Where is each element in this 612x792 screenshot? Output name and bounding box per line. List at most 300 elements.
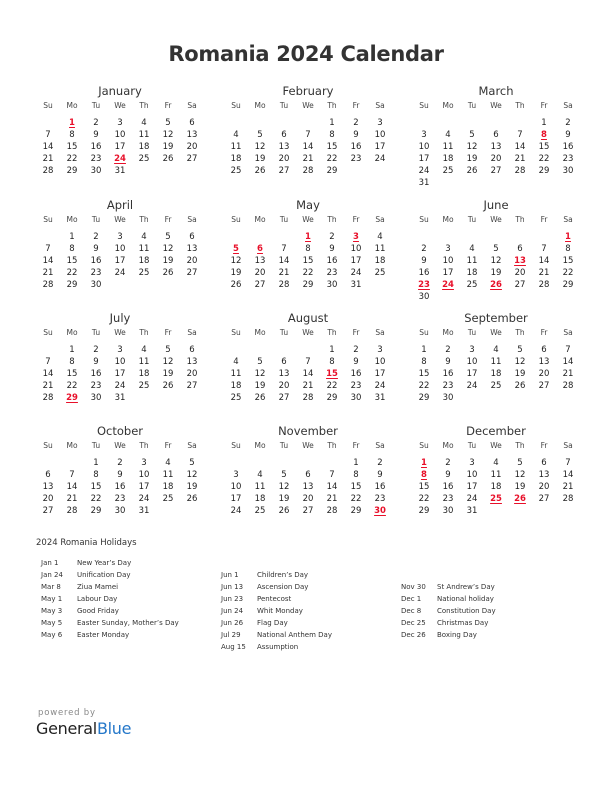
weekday-header: We bbox=[490, 101, 502, 110]
month-name: January bbox=[98, 84, 142, 98]
day: 25 bbox=[230, 393, 242, 403]
day: 11 bbox=[490, 357, 502, 367]
day: 18 bbox=[230, 381, 242, 391]
day: 1 bbox=[353, 458, 359, 468]
weekday-header: We bbox=[114, 101, 126, 110]
day: 1 bbox=[329, 118, 335, 128]
day: 4 bbox=[233, 357, 239, 367]
day: 14 bbox=[562, 357, 574, 367]
weekday-header: Tu bbox=[279, 441, 289, 450]
day: 2 bbox=[421, 244, 427, 254]
empty-day bbox=[508, 231, 532, 243]
day: 9 bbox=[377, 470, 383, 480]
day: 24 bbox=[138, 494, 150, 504]
day: 25 bbox=[442, 166, 454, 176]
empty-day bbox=[460, 117, 484, 129]
day: 14 bbox=[514, 142, 526, 152]
weekday-header: Su bbox=[231, 328, 241, 337]
day: 23 bbox=[442, 381, 454, 391]
day: 17 bbox=[418, 154, 430, 164]
weekday-header: We bbox=[490, 441, 502, 450]
weekday-header: Tu bbox=[467, 441, 477, 450]
empty-day bbox=[248, 344, 272, 356]
weekday-header: Su bbox=[231, 441, 241, 450]
empty-day bbox=[36, 117, 60, 129]
day: 21 bbox=[326, 494, 338, 504]
weekday-header: Su bbox=[43, 328, 53, 337]
weekday-header: Mo bbox=[442, 215, 454, 224]
weekday-header: Fr bbox=[540, 215, 548, 224]
brand-blue: Blue bbox=[96, 719, 132, 738]
day: 20 bbox=[538, 369, 550, 379]
day: 2 bbox=[117, 458, 123, 468]
day: 7 bbox=[305, 130, 311, 140]
holiday-name: Children’s Day bbox=[257, 571, 309, 579]
day: 20 bbox=[302, 494, 314, 504]
month-day-grid bbox=[224, 99, 392, 177]
day: 3 bbox=[469, 345, 475, 355]
month-name: November bbox=[278, 424, 338, 438]
holiday-name: New Year’s Day bbox=[77, 559, 132, 567]
day: 15 bbox=[418, 482, 430, 492]
day: 9 bbox=[93, 130, 99, 140]
day: 26 bbox=[514, 381, 526, 391]
weekday-header: Mo bbox=[254, 328, 266, 337]
holiday-date: Dec 25 bbox=[401, 619, 426, 627]
day: 3 bbox=[421, 130, 427, 140]
holiday-item bbox=[401, 593, 496, 605]
empty-day bbox=[224, 344, 248, 356]
weekday-header: Mo bbox=[254, 441, 266, 450]
weekday-header: Th bbox=[327, 215, 337, 224]
day: 14 bbox=[42, 142, 54, 152]
holiday-day: 1 bbox=[305, 232, 311, 242]
day: 16 bbox=[562, 142, 574, 152]
day: 17 bbox=[138, 482, 150, 492]
day: 7 bbox=[69, 470, 75, 480]
day: 26 bbox=[162, 268, 174, 278]
day: 5 bbox=[257, 130, 263, 140]
day: 27 bbox=[302, 506, 314, 516]
day: 11 bbox=[374, 244, 386, 254]
month-day-grid bbox=[412, 439, 580, 517]
day: 29 bbox=[418, 393, 430, 403]
day: 2 bbox=[353, 345, 359, 355]
day: 5 bbox=[517, 345, 523, 355]
day: 8 bbox=[329, 130, 335, 140]
day: 12 bbox=[514, 470, 526, 480]
day: 25 bbox=[162, 494, 174, 504]
day: 17 bbox=[442, 268, 454, 278]
weekday-header: Fr bbox=[352, 441, 360, 450]
day: 16 bbox=[350, 142, 362, 152]
holiday-day: 13 bbox=[514, 256, 526, 266]
weekday-header: Th bbox=[327, 328, 337, 337]
empty-day bbox=[484, 231, 508, 243]
day: 14 bbox=[66, 482, 78, 492]
day: 7 bbox=[565, 458, 571, 468]
weekday-header: Tu bbox=[91, 215, 101, 224]
day: 10 bbox=[418, 142, 430, 152]
day: 19 bbox=[162, 256, 174, 266]
day: 6 bbox=[541, 345, 547, 355]
day: 25 bbox=[490, 381, 502, 391]
weekday-header: Th bbox=[327, 441, 337, 450]
month-name: September bbox=[464, 311, 528, 325]
holiday-date: Jan 1 bbox=[41, 559, 59, 567]
day: 10 bbox=[138, 470, 150, 480]
day: 21 bbox=[42, 268, 54, 278]
empty-day bbox=[412, 117, 436, 129]
weekday-header: We bbox=[302, 441, 314, 450]
day: 13 bbox=[186, 357, 198, 367]
day: 8 bbox=[305, 244, 311, 254]
day: 20 bbox=[278, 154, 290, 164]
day: 24 bbox=[350, 268, 362, 278]
day: 22 bbox=[418, 494, 430, 504]
day: 15 bbox=[66, 256, 78, 266]
day: 8 bbox=[421, 357, 427, 367]
weekday-header: Mo bbox=[66, 215, 78, 224]
day: 28 bbox=[66, 506, 78, 516]
holiday-item bbox=[221, 569, 332, 581]
day: 18 bbox=[230, 154, 242, 164]
holiday-item bbox=[221, 581, 332, 593]
day: 22 bbox=[538, 154, 550, 164]
day: 2 bbox=[565, 118, 571, 128]
day: 4 bbox=[165, 458, 171, 468]
day: 13 bbox=[42, 482, 54, 492]
weekday-header: Sa bbox=[563, 328, 573, 337]
day: 24 bbox=[374, 154, 386, 164]
weekday-header: Tu bbox=[467, 215, 477, 224]
month-name: March bbox=[478, 84, 514, 98]
month-july bbox=[36, 310, 204, 404]
day: 30 bbox=[350, 393, 362, 403]
day: 21 bbox=[302, 381, 314, 391]
day: 22 bbox=[90, 494, 102, 504]
weekday-header: Mo bbox=[66, 441, 78, 450]
day: 16 bbox=[90, 369, 102, 379]
day: 17 bbox=[114, 256, 126, 266]
day: 28 bbox=[302, 393, 314, 403]
day: 11 bbox=[466, 256, 478, 266]
day: 7 bbox=[45, 130, 51, 140]
day: 1 bbox=[421, 345, 427, 355]
day: 4 bbox=[141, 345, 147, 355]
day: 17 bbox=[466, 482, 478, 492]
weekday-header: We bbox=[114, 328, 126, 337]
month-name: May bbox=[296, 198, 320, 212]
day: 23 bbox=[562, 154, 574, 164]
day: 22 bbox=[326, 154, 338, 164]
day: 30 bbox=[326, 280, 338, 290]
holiday-item bbox=[41, 617, 179, 629]
empty-day bbox=[248, 117, 272, 129]
day: 3 bbox=[445, 244, 451, 254]
day: 8 bbox=[565, 244, 571, 254]
month-june bbox=[412, 197, 580, 303]
day: 18 bbox=[138, 142, 150, 152]
day: 12 bbox=[254, 369, 266, 379]
day: 26 bbox=[466, 166, 478, 176]
holiday-day: 8 bbox=[421, 470, 427, 480]
day: 27 bbox=[278, 393, 290, 403]
weekday-header: Tu bbox=[91, 441, 101, 450]
day: 29 bbox=[418, 506, 430, 516]
empty-day bbox=[532, 231, 556, 243]
empty-day bbox=[272, 117, 296, 129]
day: 9 bbox=[445, 470, 451, 480]
day: 15 bbox=[350, 482, 362, 492]
day: 14 bbox=[562, 470, 574, 480]
weekday-header: Mo bbox=[442, 101, 454, 110]
holiday-name: Flag Day bbox=[257, 619, 288, 627]
day: 8 bbox=[69, 357, 75, 367]
weekday-header: Mo bbox=[442, 441, 454, 450]
day: 18 bbox=[490, 482, 502, 492]
month-january bbox=[36, 83, 204, 177]
day: 25 bbox=[138, 268, 150, 278]
weekday-header: Sa bbox=[375, 215, 385, 224]
day: 3 bbox=[469, 458, 475, 468]
day: 24 bbox=[418, 166, 430, 176]
weekday-header: Th bbox=[515, 101, 525, 110]
month-day-grid bbox=[412, 326, 580, 404]
day: 16 bbox=[442, 482, 454, 492]
day: 28 bbox=[42, 166, 54, 176]
holiday-day: 24 bbox=[442, 280, 454, 290]
holiday-name: Ziua Mamei bbox=[77, 583, 119, 591]
day: 20 bbox=[254, 268, 266, 278]
day: 30 bbox=[442, 393, 454, 403]
day: 23 bbox=[90, 154, 102, 164]
holiday-name: Easter Sunday, Mother’s Day bbox=[77, 619, 179, 627]
day: 19 bbox=[490, 268, 502, 278]
day: 13 bbox=[254, 256, 266, 266]
day: 1 bbox=[69, 345, 75, 355]
weekday-header: Tu bbox=[91, 328, 101, 337]
day: 23 bbox=[114, 494, 126, 504]
holiday-date: May 3 bbox=[41, 607, 63, 615]
day: 6 bbox=[493, 130, 499, 140]
day: 11 bbox=[138, 357, 150, 367]
day: 5 bbox=[165, 232, 171, 242]
day: 5 bbox=[165, 118, 171, 128]
holiday-day: 3 bbox=[353, 232, 359, 242]
day: 27 bbox=[538, 494, 550, 504]
month-day-grid bbox=[224, 439, 392, 517]
holiday-day: 8 bbox=[541, 130, 547, 140]
day: 9 bbox=[93, 357, 99, 367]
day: 26 bbox=[162, 381, 174, 391]
empty-day bbox=[36, 231, 60, 243]
day: 21 bbox=[42, 154, 54, 164]
day: 23 bbox=[442, 494, 454, 504]
day: 24 bbox=[114, 268, 126, 278]
day: 25 bbox=[466, 280, 478, 290]
day: 21 bbox=[278, 268, 290, 278]
day: 3 bbox=[141, 458, 147, 468]
weekday-header: Sa bbox=[375, 441, 385, 450]
weekday-header: Fr bbox=[352, 328, 360, 337]
month-day-grid bbox=[36, 99, 204, 177]
day: 10 bbox=[374, 130, 386, 140]
weekday-header: Tu bbox=[279, 101, 289, 110]
weekday-header: Mo bbox=[66, 101, 78, 110]
day: 4 bbox=[141, 118, 147, 128]
day: 29 bbox=[90, 506, 102, 516]
holiday-day: 1 bbox=[565, 232, 571, 242]
month-name: July bbox=[109, 311, 131, 325]
day: 30 bbox=[418, 292, 430, 302]
day: 15 bbox=[562, 256, 574, 266]
holiday-column bbox=[41, 557, 179, 641]
day: 15 bbox=[538, 142, 550, 152]
weekday-header: Fr bbox=[164, 441, 172, 450]
day: 12 bbox=[278, 482, 290, 492]
day: 10 bbox=[114, 357, 126, 367]
weekday-header: Th bbox=[139, 328, 149, 337]
day: 24 bbox=[374, 381, 386, 391]
day: 12 bbox=[490, 256, 502, 266]
day: 22 bbox=[562, 268, 574, 278]
day: 31 bbox=[374, 393, 386, 403]
day: 22 bbox=[66, 268, 78, 278]
day: 12 bbox=[230, 256, 242, 266]
month-december bbox=[412, 423, 580, 517]
weekday-header: Sa bbox=[563, 441, 573, 450]
weekday-header: We bbox=[114, 215, 126, 224]
day: 10 bbox=[442, 256, 454, 266]
day: 21 bbox=[302, 154, 314, 164]
weekday-header: Su bbox=[419, 441, 429, 450]
day: 22 bbox=[66, 154, 78, 164]
day: 26 bbox=[186, 494, 198, 504]
holiday-date: Mar 8 bbox=[41, 583, 61, 591]
day: 23 bbox=[90, 381, 102, 391]
day: 19 bbox=[254, 381, 266, 391]
holiday-item bbox=[221, 629, 332, 641]
weekday-header: Th bbox=[139, 441, 149, 450]
day: 16 bbox=[90, 142, 102, 152]
day: 19 bbox=[186, 482, 198, 492]
weekday-header: Mo bbox=[254, 101, 266, 110]
day: 17 bbox=[114, 142, 126, 152]
month-name: August bbox=[287, 311, 329, 325]
day: 14 bbox=[302, 369, 314, 379]
day: 18 bbox=[138, 256, 150, 266]
holiday-day: 26 bbox=[490, 280, 502, 290]
holiday-day: 1 bbox=[421, 458, 427, 468]
day: 25 bbox=[138, 154, 150, 164]
weekday-header: We bbox=[302, 215, 314, 224]
day: 9 bbox=[565, 130, 571, 140]
day: 22 bbox=[66, 381, 78, 391]
day: 11 bbox=[254, 482, 266, 492]
month-day-grid bbox=[36, 213, 204, 291]
day: 12 bbox=[162, 130, 174, 140]
day: 12 bbox=[466, 142, 478, 152]
day: 6 bbox=[517, 244, 523, 254]
day: 3 bbox=[117, 232, 123, 242]
day: 3 bbox=[117, 118, 123, 128]
day: 20 bbox=[278, 381, 290, 391]
day: 9 bbox=[93, 244, 99, 254]
weekday-header: Tu bbox=[467, 328, 477, 337]
brand-general: General bbox=[36, 719, 97, 738]
day: 1 bbox=[329, 345, 335, 355]
day: 6 bbox=[541, 458, 547, 468]
holiday-item bbox=[41, 557, 179, 569]
weekday-header: Fr bbox=[352, 215, 360, 224]
empty-day bbox=[412, 231, 436, 243]
day: 2 bbox=[93, 345, 99, 355]
holiday-item bbox=[401, 629, 496, 641]
holiday-date: May 1 bbox=[41, 595, 63, 603]
day: 22 bbox=[350, 494, 362, 504]
weekday-header: Th bbox=[139, 101, 149, 110]
day: 26 bbox=[254, 393, 266, 403]
day: 22 bbox=[302, 268, 314, 278]
day: 2 bbox=[353, 118, 359, 128]
empty-day bbox=[224, 457, 248, 469]
weekday-header: Sa bbox=[563, 101, 573, 110]
day: 7 bbox=[517, 130, 523, 140]
day: 29 bbox=[66, 166, 78, 176]
day: 19 bbox=[230, 268, 242, 278]
day: 18 bbox=[466, 268, 478, 278]
day: 23 bbox=[90, 268, 102, 278]
day: 17 bbox=[230, 494, 242, 504]
day: 29 bbox=[350, 506, 362, 516]
day: 27 bbox=[514, 280, 526, 290]
weekday-header: Mo bbox=[254, 215, 266, 224]
holiday-day: 6 bbox=[257, 244, 263, 254]
month-november bbox=[224, 423, 392, 517]
holiday-column bbox=[221, 569, 332, 653]
day: 9 bbox=[353, 357, 359, 367]
day: 7 bbox=[281, 244, 287, 254]
month-august bbox=[224, 310, 392, 404]
month-day-grid bbox=[412, 213, 580, 303]
day: 11 bbox=[230, 142, 242, 152]
day: 16 bbox=[418, 268, 430, 278]
day: 2 bbox=[377, 458, 383, 468]
weekday-header: Fr bbox=[540, 328, 548, 337]
weekday-header: Fr bbox=[540, 101, 548, 110]
weekday-header: Tu bbox=[467, 101, 477, 110]
holiday-date: Dec 26 bbox=[401, 631, 426, 639]
weekday-header: Th bbox=[515, 215, 525, 224]
day: 7 bbox=[45, 244, 51, 254]
day: 2 bbox=[445, 458, 451, 468]
day: 19 bbox=[278, 494, 290, 504]
holiday-date: Jun 24 bbox=[221, 607, 244, 615]
empty-day bbox=[224, 231, 248, 243]
empty-day bbox=[484, 117, 508, 129]
day: 3 bbox=[233, 470, 239, 480]
holiday-name: Easter Monday bbox=[77, 631, 130, 639]
day: 10 bbox=[350, 244, 362, 254]
month-may bbox=[224, 197, 392, 291]
holiday-name: Boxing Day bbox=[437, 631, 477, 639]
day: 6 bbox=[45, 470, 51, 480]
day: 28 bbox=[538, 280, 550, 290]
day: 11 bbox=[490, 470, 502, 480]
day: 18 bbox=[490, 369, 502, 379]
day: 27 bbox=[186, 381, 198, 391]
